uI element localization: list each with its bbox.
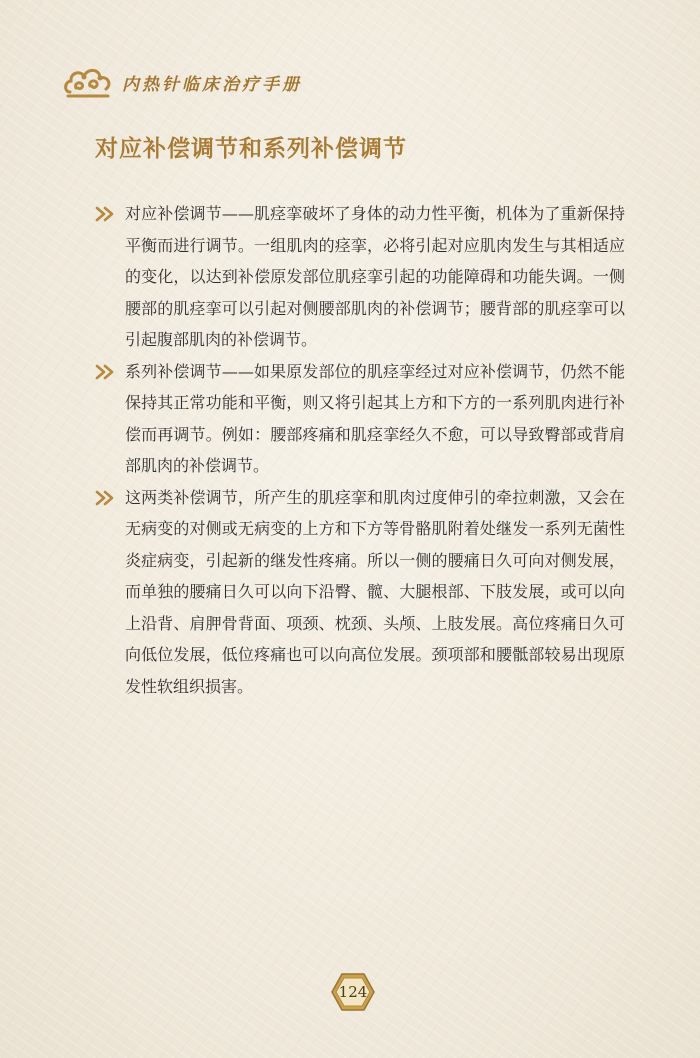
paragraph-1-text: 对应补偿调节——肌痉挛破坏了身体的动力性平衡，机体为了重新保持平衡而进行调节。一组肌肉的痉挛，必将引起对应肌肉发生与其相适应的变化，以达到补偿原发部位肌痉挛引起的功能障碍和功能失调。一侧腰部的肌痉挛可以引起对侧腰部肌肉的补偿调节；腰背部的肌痉挛可以引起腹部肌肉的补偿调节。 bbox=[125, 204, 625, 349]
cloud-swirl-icon bbox=[62, 62, 118, 102]
page-number-badge bbox=[331, 972, 375, 1012]
content-body bbox=[95, 198, 625, 702]
page-header bbox=[62, 62, 302, 102]
paragraph-3 bbox=[95, 482, 625, 703]
page-number: 124 bbox=[338, 983, 368, 1001]
paragraph-2 bbox=[95, 356, 625, 482]
paragraph-3-text: 这两类补偿调节，所产生的肌痉挛和肌肉过度伸引的牵拉刺激，又会在无病变的对侧或无病变的上方和下方等骨骼肌附着处继发一系列无菌性炎症病变，引起新的继发性疼痛。所以一侧的腰痛日久可向对侧发展，而单独的腰痛日久可以向下沿臀、髋、大腿根部、下肢发展，或可以向上沿背、肩胛骨背面、项颈、枕颈、头颅、上肢发展。高位疼痛日久可向低位发展，低位疼痛也可以向高位发展。颈项部和腰骶部较易出现原发性软组织损害。 bbox=[125, 487, 625, 696]
section-title: 对应补偿调节和系列补偿调节 bbox=[95, 136, 407, 162]
paragraph-2-text: 系列补偿调节——如果原发部位的肌痉挛经过对应补偿调节，仍然不能保持其正常功能和平衡，则又将引起其上方和下方的一系列肌肉进行补偿而再调节。例如：腰部疼痛和肌痉挛经久不愈，可以导致臀部或背肩部肌肉的补偿调节。 bbox=[125, 361, 625, 475]
book-title: 内热针临床治疗手册 bbox=[122, 74, 302, 95]
double-chevron-icon bbox=[95, 206, 117, 222]
double-chevron-icon bbox=[95, 490, 117, 506]
paragraph-1 bbox=[95, 198, 625, 356]
double-chevron-icon bbox=[95, 364, 117, 380]
